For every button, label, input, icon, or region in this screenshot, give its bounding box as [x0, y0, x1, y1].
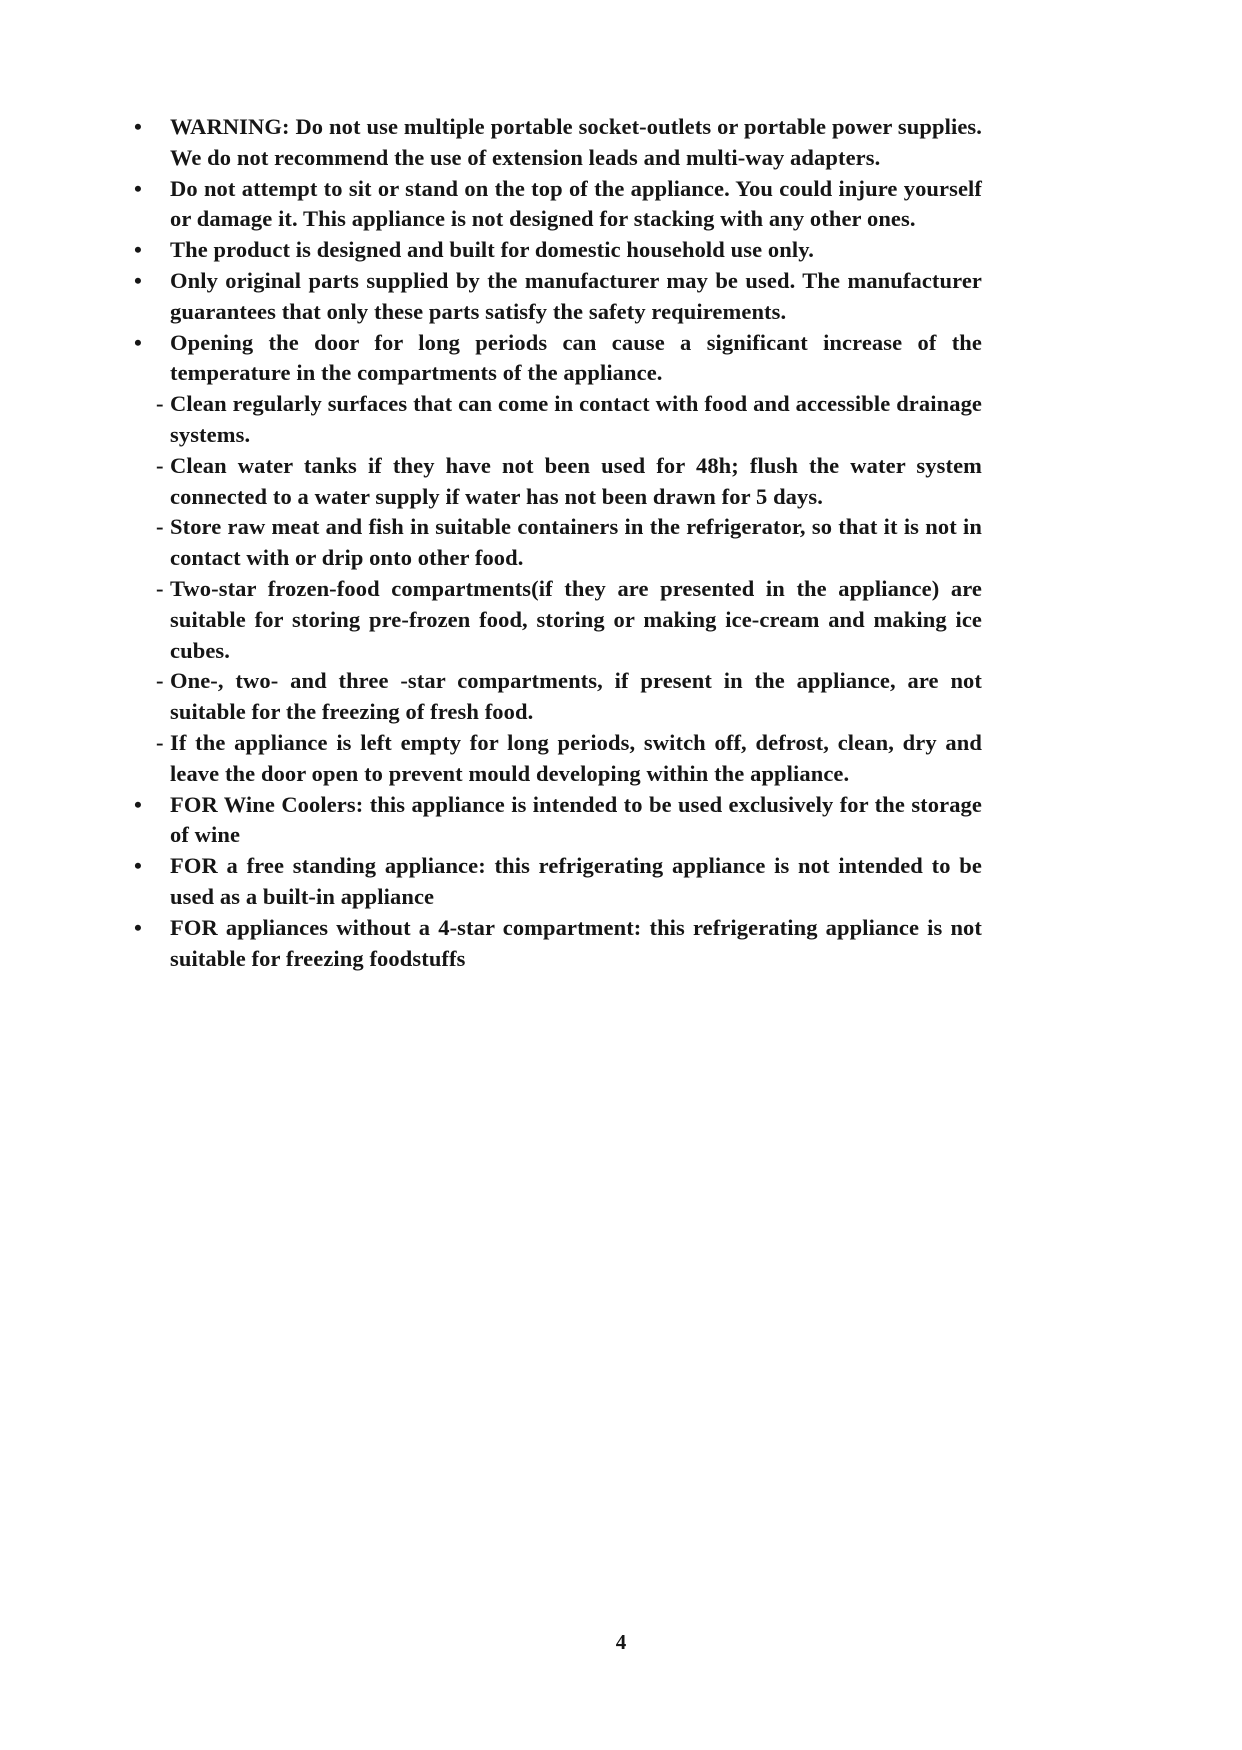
safety-instructions-list: [134, 112, 982, 974]
list-item-text: One-, two- and three -star compartments, if present in the appliance, are not suitable for the freezing of fresh food.: [170, 668, 982, 725]
bullet-icon: •: [134, 175, 142, 201]
list-item: [134, 328, 982, 390]
list-item-text: Only original parts supplied by the manufacturer may be used. The manufacturer guarantees that only these parts satisfy the safety requirements.: [170, 267, 982, 324]
list-item: [156, 728, 982, 790]
list-item: [134, 174, 982, 236]
dash-icon: -: [156, 575, 164, 601]
list-item: [156, 666, 982, 728]
bullet-icon: •: [134, 237, 142, 263]
bullet-icon: •: [134, 114, 142, 139]
list-item-text: Store raw meat and fish in suitable containers in the refrigerator, so that it is not in contact with or drip onto other food.: [170, 514, 982, 571]
list-item-text: Clean water tanks if they have not been used for 48h; flush the water system connected to a water supply if water has not been drawn for 5 days.: [170, 452, 982, 509]
bullet-icon: •: [134, 267, 142, 293]
list-item-text: The product is designed and built for domestic household use only.: [170, 237, 815, 263]
list-item: [156, 512, 982, 574]
list-item-text: FOR appliances without a 4-star compartment: this refrigerating appliance is not suitable for freezing foodstuffs: [170, 914, 982, 971]
list-item-text: FOR Wine Coolers: this appliance is intended to be used exclusively for the storage of wine: [170, 791, 982, 848]
dash-icon: -: [156, 729, 164, 755]
list-item: [134, 235, 982, 266]
list-item: [156, 389, 982, 451]
bullet-icon: •: [134, 853, 142, 879]
dash-icon: -: [156, 668, 164, 694]
list-item: [156, 574, 982, 666]
list-item: [134, 112, 982, 174]
page-number: 4: [615, 1630, 627, 1654]
list-item: [134, 913, 982, 975]
list-item-text: WARNING: Do not use multiple portable socket-outlets or portable power supplies. We do not recommend the use of extension leads and multi-way adapters.: [170, 114, 982, 170]
list-item: [134, 790, 982, 852]
list-item: [156, 451, 982, 513]
list-item-text: Clean regularly surfaces that can come in contact with food and accessible drainage systems.: [170, 391, 982, 447]
list-item-text: Opening the door for long periods can cause a significant increase of the temperature in the compartments of the appliance.: [170, 329, 982, 386]
dash-icon: -: [156, 452, 164, 478]
list-item: [134, 851, 982, 913]
list-item-text: FOR a free standing appliance: this refrigerating appliance is not intended to be used as a built-in appliance: [170, 853, 982, 909]
bullet-icon: •: [134, 329, 142, 355]
dash-icon: -: [156, 514, 164, 540]
list-item: [134, 266, 982, 328]
bullet-icon: •: [134, 791, 142, 817]
dash-icon: -: [156, 391, 164, 417]
list-item-text: Do not attempt to sit or stand on the top of the appliance. You could injure yourself or damage it. This appliance is not designed for stacking with any other ones.: [170, 175, 982, 232]
list-item-text: Two-star frozen-food compartments(if they are presented in the appliance) are suitable for storing pre-frozen food, storing or making ice-cream and making ice cubes.: [170, 575, 982, 663]
bullet-icon: •: [134, 914, 142, 940]
list-item-text: If the appliance is left empty for long periods, switch off, defrost, clean, dry and leave the door open to prevent mould developing within the appliance.: [170, 729, 982, 786]
